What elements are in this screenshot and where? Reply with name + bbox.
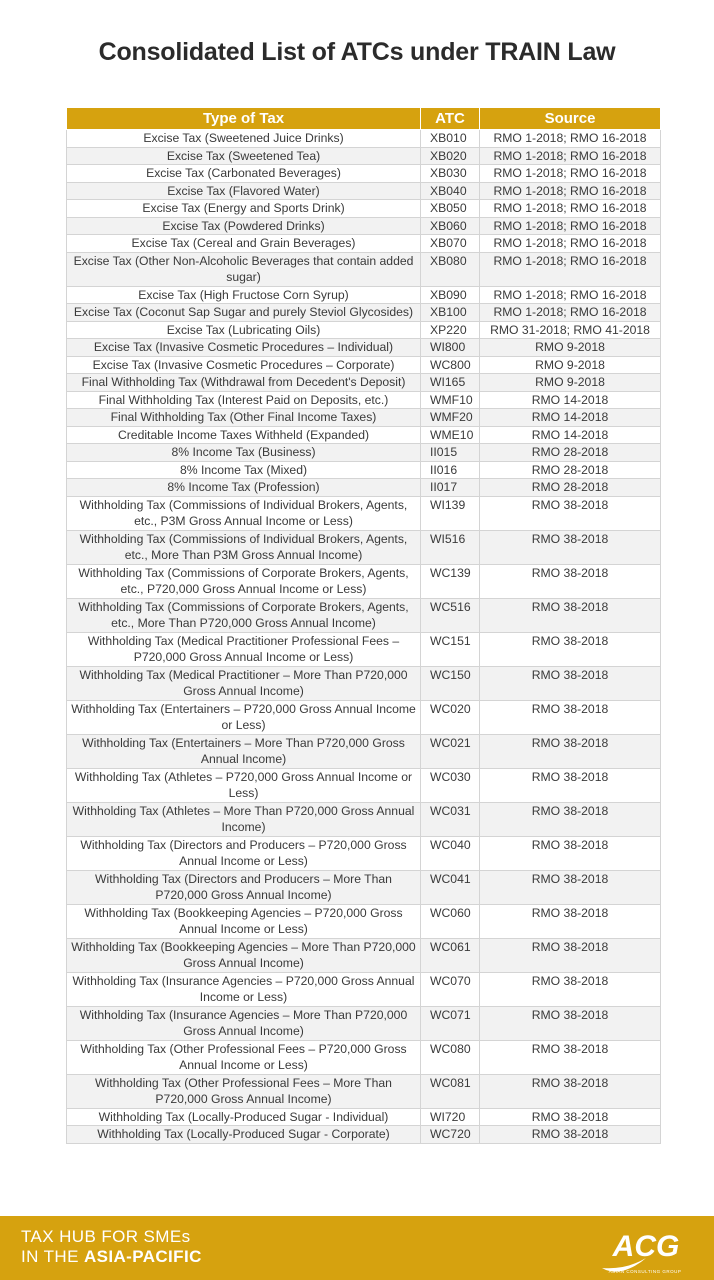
table-row [67, 530, 661, 564]
atc-code-cell: XB040 [421, 182, 480, 200]
type-of-tax-cell: Excise Tax (Invasive Cosmetic Procedures – Individual) [67, 339, 421, 357]
type-of-tax-cell: Excise Tax (Powdered Drinks) [67, 217, 421, 235]
source-cell: RMO 38-2018 [480, 564, 661, 598]
source-cell: RMO 14-2018 [480, 391, 661, 409]
table-row [67, 1040, 661, 1074]
atc-code-cell: XB010 [421, 130, 480, 148]
type-of-tax-cell: Withholding Tax (Bookkeeping Agencies – More Than P720,000 Gross Annual Income) [67, 938, 421, 972]
atc-code-cell: WC720 [421, 1126, 480, 1144]
table-row [67, 734, 661, 768]
type-of-tax-cell: Excise Tax (Sweetened Juice Drinks) [67, 130, 421, 148]
source-cell: RMO 38-2018 [480, 1108, 661, 1126]
type-of-tax-cell: Creditable Income Taxes Withheld (Expanded) [67, 426, 421, 444]
table-row [67, 391, 661, 409]
source-cell: RMO 38-2018 [480, 700, 661, 734]
atc-code-cell: XB090 [421, 286, 480, 304]
table-row [67, 1126, 661, 1144]
source-cell: RMO 1-2018; RMO 16-2018 [480, 147, 661, 165]
type-of-tax-cell: Excise Tax (Other Non-Alcoholic Beverages that contain added sugar) [67, 252, 421, 286]
table-row [67, 147, 661, 165]
type-of-tax-cell: Withholding Tax (Athletes – More Than P720,000 Gross Annual Income) [67, 802, 421, 836]
atc-code-cell: WC516 [421, 598, 480, 632]
table-header [67, 108, 661, 130]
type-of-tax-cell: Excise Tax (High Fructose Corn Syrup) [67, 286, 421, 304]
table-row [67, 130, 661, 148]
type-of-tax-cell: Withholding Tax (Locally-Produced Sugar - Corporate) [67, 1126, 421, 1144]
source-cell: RMO 38-2018 [480, 632, 661, 666]
source-cell: RMO 38-2018 [480, 666, 661, 700]
source-cell: RMO 38-2018 [480, 904, 661, 938]
header-atc: ATC [421, 108, 480, 130]
table-row [67, 768, 661, 802]
table-row [67, 409, 661, 427]
type-of-tax-cell: Withholding Tax (Insurance Agencies – More Than P720,000 Gross Annual Income) [67, 1006, 421, 1040]
source-cell: RMO 38-2018 [480, 802, 661, 836]
table-row [67, 972, 661, 1006]
atc-code-cell: WC060 [421, 904, 480, 938]
table-row [67, 321, 661, 339]
type-of-tax-cell: Withholding Tax (Other Professional Fees – P720,000 Gross Annual Income or Less) [67, 1040, 421, 1074]
source-cell: RMO 1-2018; RMO 16-2018 [480, 286, 661, 304]
source-cell: RMO 38-2018 [480, 734, 661, 768]
table-row [67, 870, 661, 904]
source-cell: RMO 1-2018; RMO 16-2018 [480, 165, 661, 183]
type-of-tax-cell: Excise Tax (Sweetened Tea) [67, 147, 421, 165]
type-of-tax-cell: 8% Income Tax (Profession) [67, 479, 421, 497]
table-row [67, 564, 661, 598]
type-of-tax-cell: 8% Income Tax (Mixed) [67, 461, 421, 479]
source-cell: RMO 38-2018 [480, 836, 661, 870]
atc-code-cell: WI800 [421, 339, 480, 357]
type-of-tax-cell: Withholding Tax (Commissions of Corporate Brokers, Agents, etc., P720,000 Gross Annual Income or Less) [67, 564, 421, 598]
atc-code-cell: II016 [421, 461, 480, 479]
atc-code-cell: XB050 [421, 200, 480, 218]
atc-code-cell: XB070 [421, 235, 480, 253]
type-of-tax-cell: Final Withholding Tax (Interest Paid on Deposits, etc.) [67, 391, 421, 409]
footer-banner [0, 1216, 714, 1280]
type-of-tax-cell: Withholding Tax (Bookkeeping Agencies – P720,000 Gross Annual Income or Less) [67, 904, 421, 938]
table-row [67, 666, 661, 700]
source-cell: RMO 38-2018 [480, 598, 661, 632]
source-cell: RMO 14-2018 [480, 426, 661, 444]
table-row [67, 479, 661, 497]
source-cell: RMO 38-2018 [480, 1126, 661, 1144]
source-cell: RMO 38-2018 [480, 870, 661, 904]
atc-code-cell: WC021 [421, 734, 480, 768]
table-row [67, 444, 661, 462]
table-row [67, 235, 661, 253]
type-of-tax-cell: Excise Tax (Carbonated Beverages) [67, 165, 421, 183]
table-row [67, 904, 661, 938]
header-source: Source [480, 108, 661, 130]
atc-code-cell: XB030 [421, 165, 480, 183]
atc-code-cell: WI139 [421, 496, 480, 530]
type-of-tax-cell: Withholding Tax (Medical Practitioner – More Than P720,000 Gross Annual Income) [67, 666, 421, 700]
table-row [67, 286, 661, 304]
atc-code-cell: II015 [421, 444, 480, 462]
type-of-tax-cell: Excise Tax (Invasive Cosmetic Procedures – Corporate) [67, 356, 421, 374]
type-of-tax-cell: Withholding Tax (Medical Practitioner Professional Fees – P720,000 Gross Annual Income or Less) [67, 632, 421, 666]
atc-code-cell: XB100 [421, 304, 480, 322]
table-body [67, 130, 661, 1144]
logo-caption: ASIAN CONSULTING GROUP [608, 1269, 682, 1274]
atc-code-cell: WI165 [421, 374, 480, 392]
type-of-tax-cell: Withholding Tax (Directors and Producers – P720,000 Gross Annual Income or Less) [67, 836, 421, 870]
atc-code-cell: WC150 [421, 666, 480, 700]
atc-table [66, 107, 661, 1144]
type-of-tax-cell: Withholding Tax (Commissions of Individual Brokers, Agents, etc., P3M Gross Annual Income or Less) [67, 496, 421, 530]
tagline-prefix: IN THE [21, 1247, 79, 1266]
atc-code-cell: WI516 [421, 530, 480, 564]
type-of-tax-cell: 8% Income Tax (Business) [67, 444, 421, 462]
type-of-tax-cell: Excise Tax (Cereal and Grain Beverages) [67, 235, 421, 253]
source-cell: RMO 38-2018 [480, 1006, 661, 1040]
type-of-tax-cell: Withholding Tax (Entertainers – P720,000 Gross Annual Income or Less) [67, 700, 421, 734]
table-row [67, 632, 661, 666]
table-row [67, 304, 661, 322]
table-row [67, 1006, 661, 1040]
table-row [67, 200, 661, 218]
source-cell: RMO 1-2018; RMO 16-2018 [480, 252, 661, 286]
atc-code-cell: WC031 [421, 802, 480, 836]
atc-code-cell: WC080 [421, 1040, 480, 1074]
source-cell: RMO 1-2018; RMO 16-2018 [480, 304, 661, 322]
source-cell: RMO 1-2018; RMO 16-2018 [480, 182, 661, 200]
atc-code-cell: WC800 [421, 356, 480, 374]
atc-code-cell: WI720 [421, 1108, 480, 1126]
type-of-tax-cell: Excise Tax (Coconut Sap Sugar and purely Steviol Glycosides) [67, 304, 421, 322]
table-row [67, 598, 661, 632]
table-row [67, 426, 661, 444]
table-row [67, 217, 661, 235]
atc-code-cell: WC139 [421, 564, 480, 598]
footer-tagline-line2 [21, 1247, 202, 1267]
source-cell: RMO 14-2018 [480, 409, 661, 427]
type-of-tax-cell: Final Withholding Tax (Withdrawal from Decedent's Deposit) [67, 374, 421, 392]
source-cell: RMO 38-2018 [480, 972, 661, 1006]
source-cell: RMO 38-2018 [480, 938, 661, 972]
type-of-tax-cell: Withholding Tax (Other Professional Fees – More Than P720,000 Gross Annual Income) [67, 1074, 421, 1108]
type-of-tax-cell: Withholding Tax (Locally-Produced Sugar - Individual) [67, 1108, 421, 1126]
atc-code-cell: XB080 [421, 252, 480, 286]
table-row [67, 700, 661, 734]
source-cell: RMO 9-2018 [480, 356, 661, 374]
atc-code-cell: WC061 [421, 938, 480, 972]
atc-code-cell: WC071 [421, 1006, 480, 1040]
table-row [67, 356, 661, 374]
table-row [67, 461, 661, 479]
source-cell: RMO 9-2018 [480, 374, 661, 392]
table-row [67, 938, 661, 972]
type-of-tax-cell: Final Withholding Tax (Other Final Income Taxes) [67, 409, 421, 427]
source-cell: RMO 1-2018; RMO 16-2018 [480, 200, 661, 218]
atc-code-cell: WC070 [421, 972, 480, 1006]
type-of-tax-cell: Withholding Tax (Commissions of Corporate Brokers, Agents, etc., More Than P720,000 Gross Annual Income) [67, 598, 421, 632]
table-row [67, 1074, 661, 1108]
atc-code-cell: WME10 [421, 426, 480, 444]
atc-code-cell: WC040 [421, 836, 480, 870]
atc-code-cell: XP220 [421, 321, 480, 339]
header-row [67, 108, 661, 130]
source-cell: RMO 28-2018 [480, 444, 661, 462]
table-row [67, 165, 661, 183]
type-of-tax-cell: Withholding Tax (Athletes – P720,000 Gross Annual Income or Less) [67, 768, 421, 802]
atc-code-cell: XB020 [421, 147, 480, 165]
table-row [67, 374, 661, 392]
table-row [67, 1108, 661, 1126]
table-row [67, 496, 661, 530]
source-cell: RMO 38-2018 [480, 496, 661, 530]
atc-code-cell: WC081 [421, 1074, 480, 1108]
table-row [67, 339, 661, 357]
atc-code-cell: WMF20 [421, 409, 480, 427]
source-cell: RMO 38-2018 [480, 530, 661, 564]
logo-letters: ACG [612, 1230, 680, 1263]
footer-tagline-line1: TAX HUB FOR SMEs [21, 1227, 191, 1246]
atc-code-cell: II017 [421, 479, 480, 497]
source-cell: RMO 31-2018; RMO 41-2018 [480, 321, 661, 339]
page-title: Consolidated List of ATCs under TRAIN Law [98, 38, 616, 66]
type-of-tax-cell: Withholding Tax (Insurance Agencies – P720,000 Gross Annual Income or Less) [67, 972, 421, 1006]
source-cell: RMO 1-2018; RMO 16-2018 [480, 217, 661, 235]
atc-code-cell: WC151 [421, 632, 480, 666]
type-of-tax-cell: Withholding Tax (Commissions of Individual Brokers, Agents, etc., More Than P3M Gross Annual Income) [67, 530, 421, 564]
table-row [67, 182, 661, 200]
source-cell: RMO 38-2018 [480, 768, 661, 802]
type-of-tax-cell: Withholding Tax (Directors and Producers – More Than P720,000 Gross Annual Income) [67, 870, 421, 904]
tagline-region: ASIA-PACIFIC [83, 1247, 202, 1266]
atc-code-cell: WMF10 [421, 391, 480, 409]
source-cell: RMO 38-2018 [480, 1040, 661, 1074]
type-of-tax-cell: Excise Tax (Lubricating Oils) [67, 321, 421, 339]
source-cell: RMO 28-2018 [480, 479, 661, 497]
atc-code-cell: WC041 [421, 870, 480, 904]
atc-code-cell: WC020 [421, 700, 480, 734]
source-cell: RMO 28-2018 [480, 461, 661, 479]
type-of-tax-cell: Excise Tax (Flavored Water) [67, 182, 421, 200]
atc-code-cell: XB060 [421, 217, 480, 235]
header-type-of-tax: Type of Tax [67, 108, 421, 130]
type-of-tax-cell: Excise Tax (Energy and Sports Drink) [67, 200, 421, 218]
type-of-tax-cell: Withholding Tax (Entertainers – More Than P720,000 Gross Annual Income) [67, 734, 421, 768]
source-cell: RMO 9-2018 [480, 339, 661, 357]
source-cell: RMO 1-2018; RMO 16-2018 [480, 235, 661, 253]
source-cell: RMO 38-2018 [480, 1074, 661, 1108]
atc-code-cell: WC030 [421, 768, 480, 802]
table-row [67, 252, 661, 286]
table-row [67, 802, 661, 836]
source-cell: RMO 1-2018; RMO 16-2018 [480, 130, 661, 148]
table-row [67, 836, 661, 870]
